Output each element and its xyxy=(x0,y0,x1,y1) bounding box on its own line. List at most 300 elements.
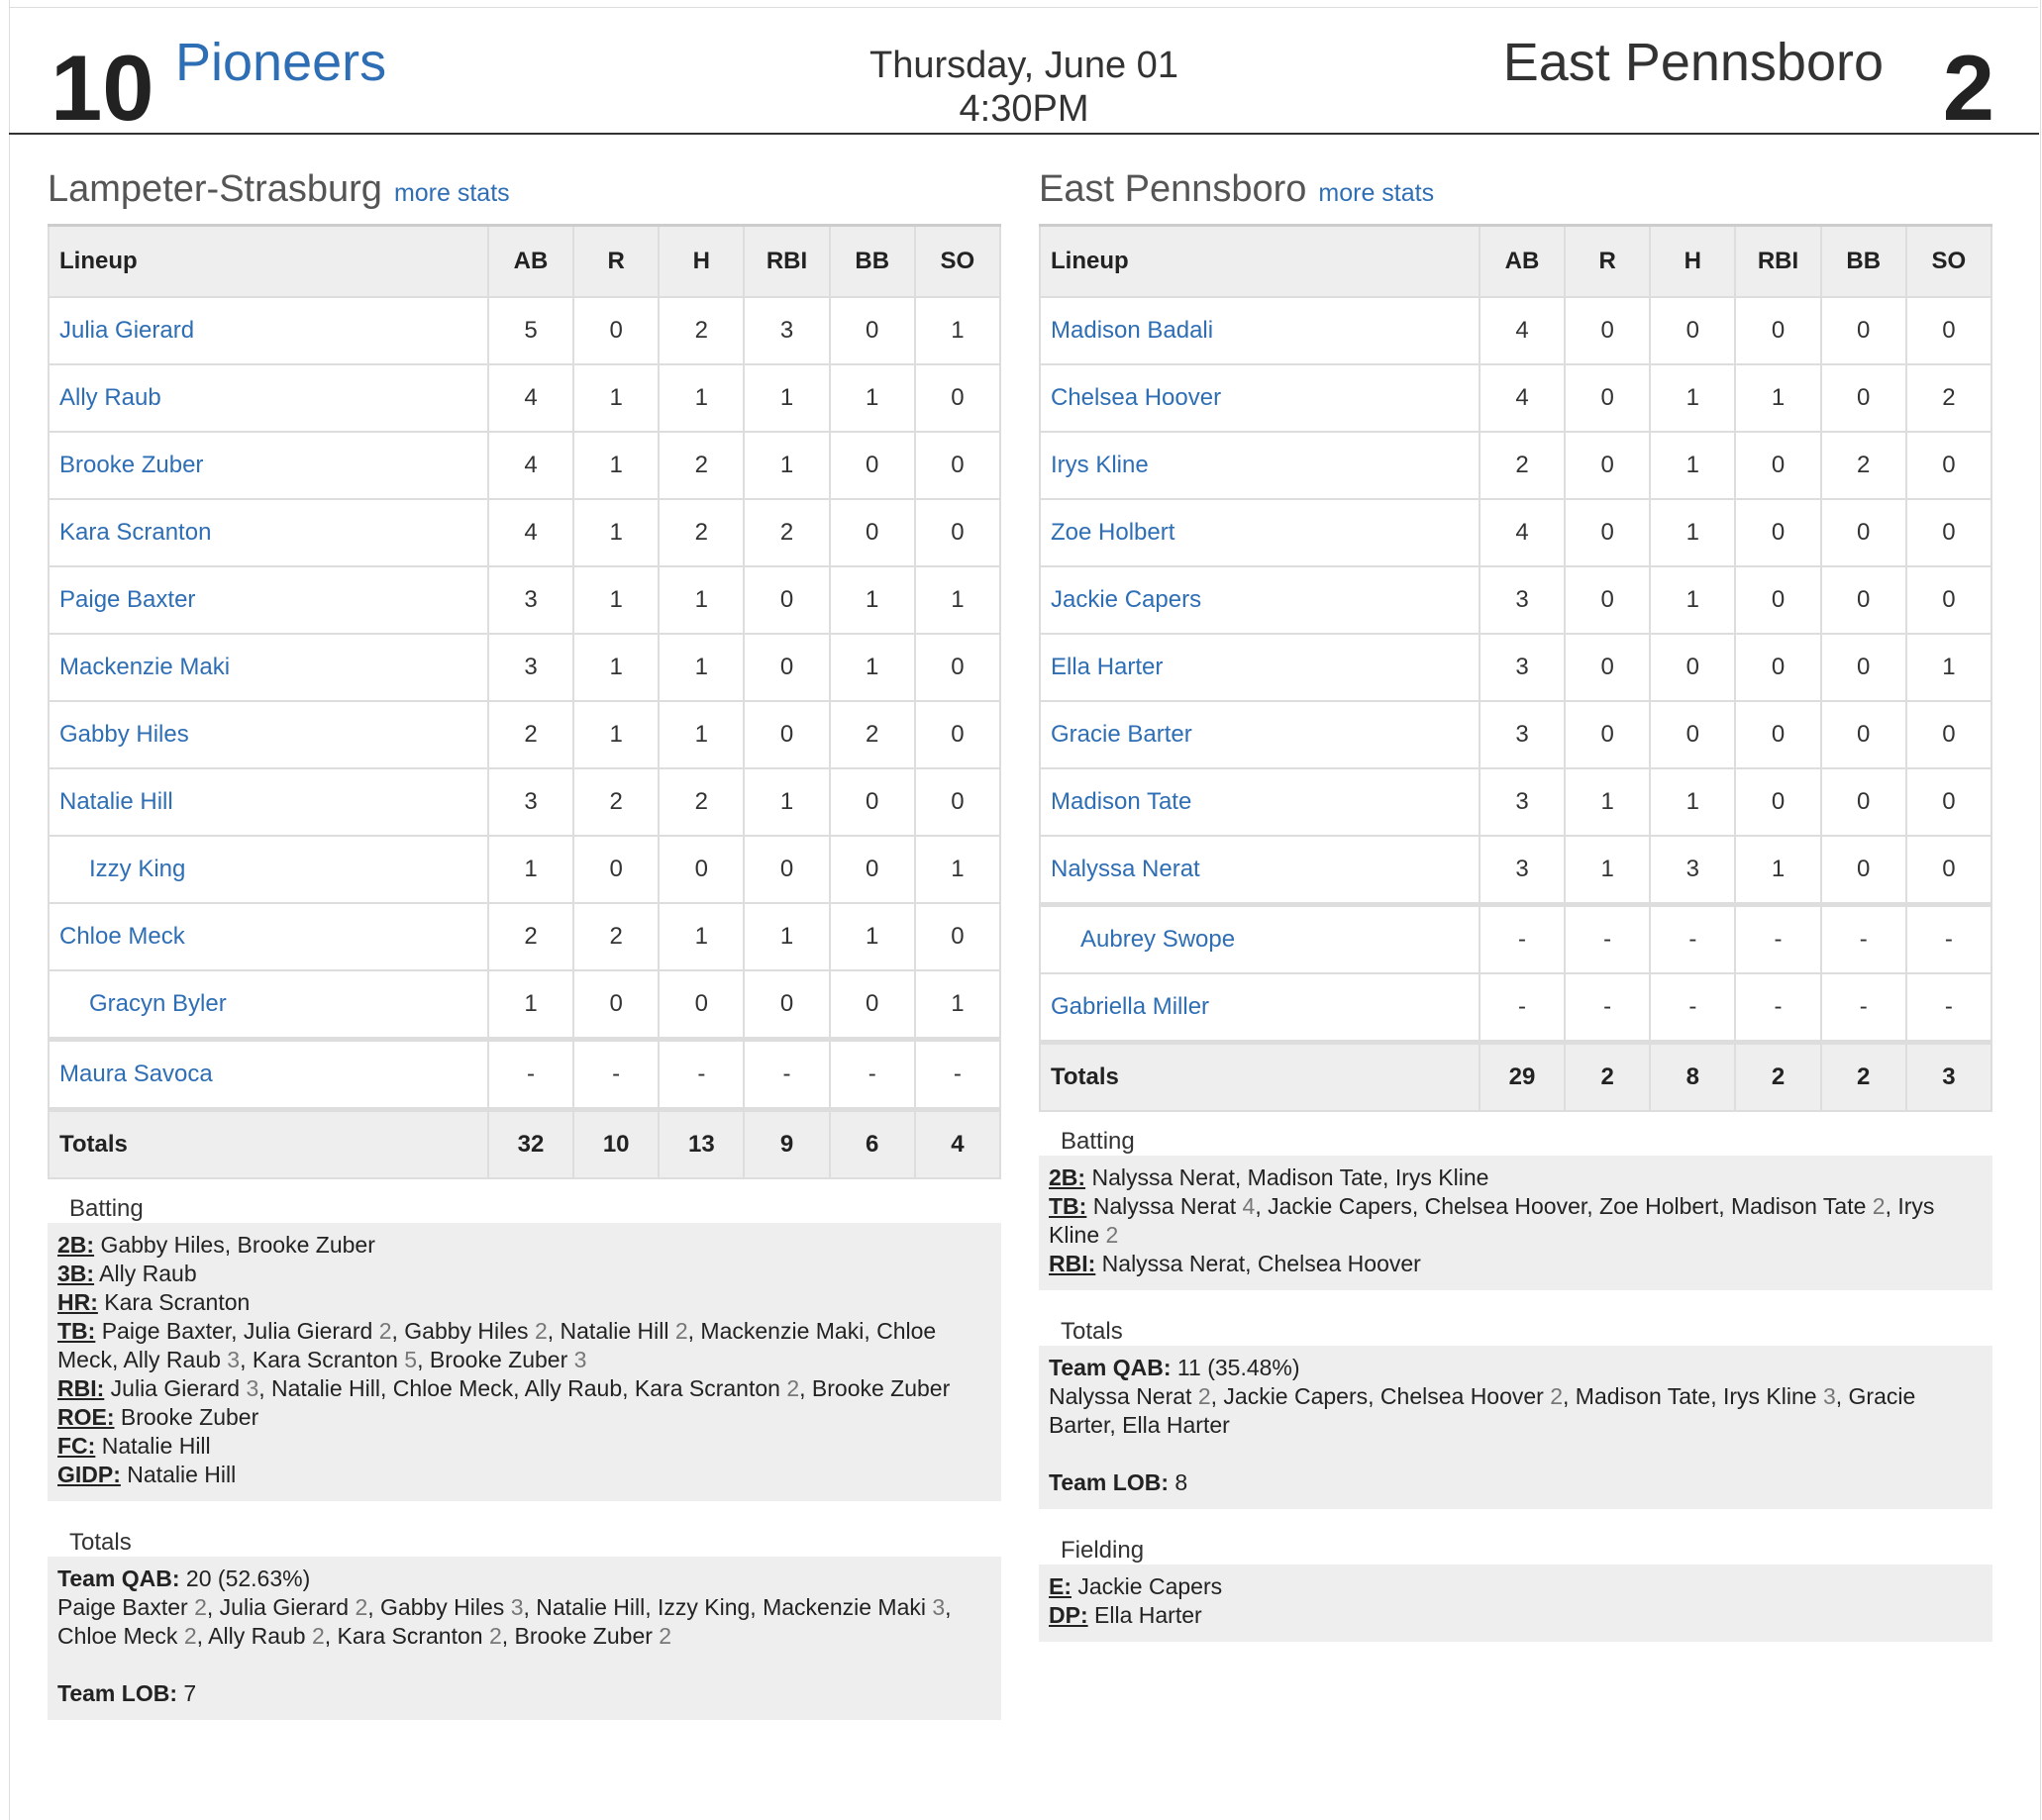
away-totals-body xyxy=(1039,1346,1992,1509)
away-score: 2 xyxy=(1942,36,1994,140)
column-header-bb: BB xyxy=(1821,226,1906,298)
player-link[interactable]: Ella Harter xyxy=(1040,634,1480,701)
stat-abbrev: 2B: xyxy=(1049,1164,1086,1190)
stat-cell-bb: 0 xyxy=(830,768,915,836)
stat-cell-ab: 3 xyxy=(1480,768,1565,836)
total-cell-bb: 2 xyxy=(1821,1043,1906,1112)
team-lob-line xyxy=(57,1679,991,1708)
table-row xyxy=(49,903,1000,970)
stat-cell-ab: 4 xyxy=(488,499,573,566)
column-header-lineup: Lineup xyxy=(1040,226,1480,298)
stat-line-e xyxy=(1049,1572,1983,1601)
away-team-title: East Pennsboro xyxy=(1039,168,1307,210)
team-lob-label: Team LOB: xyxy=(57,1680,177,1706)
stat-cell-h: 1 xyxy=(1650,364,1735,432)
stat-count: 2 xyxy=(194,1594,207,1620)
stat-cell-r: 0 xyxy=(573,297,659,364)
stat-cell-so: 1 xyxy=(915,970,1000,1040)
stat-cell-rbi: 1 xyxy=(744,432,829,499)
stat-text: , Brooke Zuber xyxy=(799,1375,951,1401)
stat-cell-h: 1 xyxy=(659,903,744,970)
stat-cell-ab: - xyxy=(1480,905,1565,974)
player-link[interactable]: Chelsea Hoover xyxy=(1040,364,1480,432)
home-team-title: Lampeter-Strasburg xyxy=(48,168,382,210)
away-fielding-body xyxy=(1039,1565,1992,1642)
stat-cell-bb: - xyxy=(1821,905,1906,974)
stat-cell-ab: 2 xyxy=(1480,432,1565,499)
team-lob-value: 8 xyxy=(1168,1469,1188,1495)
stat-count: 4 xyxy=(1242,1193,1256,1219)
game-date: Thursday, June 01 xyxy=(869,45,1178,86)
stat-text: Brooke Zuber xyxy=(114,1404,259,1430)
stat-cell-so: 0 xyxy=(1906,432,1991,499)
table-row xyxy=(49,364,1000,432)
totals-row xyxy=(1040,1043,1991,1112)
stat-cell-bb: 0 xyxy=(830,432,915,499)
stat-abbrev: TB: xyxy=(57,1318,96,1344)
qab-players xyxy=(1049,1382,1983,1440)
stat-cell-r: 0 xyxy=(1565,701,1650,768)
stat-line-rbi xyxy=(1049,1250,1983,1278)
stat-cell-h: 1 xyxy=(1650,768,1735,836)
away-batting-section xyxy=(1039,1128,1992,1290)
stat-cell-rbi: - xyxy=(1735,973,1820,1043)
totals-label: Totals xyxy=(1040,1043,1480,1112)
stat-cell-r: 2 xyxy=(573,768,659,836)
stat-cell-ab: 3 xyxy=(1480,634,1565,701)
home-score: 10 xyxy=(51,36,154,140)
stat-cell-bb: 0 xyxy=(830,499,915,566)
stat-cell-rbi: 0 xyxy=(744,970,829,1040)
table-header-row xyxy=(1040,226,1991,298)
home-box-score xyxy=(48,168,1001,1720)
stat-cell-so: 0 xyxy=(915,499,1000,566)
stat-cell-h: 1 xyxy=(659,566,744,634)
stat-cell-bb: 0 xyxy=(1821,634,1906,701)
table-row xyxy=(1040,364,1991,432)
stat-count: 3 xyxy=(246,1375,259,1401)
stat-text: , Irys Kline xyxy=(1049,1193,1935,1248)
stat-cell-r: 1 xyxy=(573,566,659,634)
stat-cell-so: 0 xyxy=(1906,768,1991,836)
table-row xyxy=(1040,836,1991,905)
spacer xyxy=(57,1651,991,1679)
total-cell-h: 8 xyxy=(1650,1043,1735,1112)
stat-cell-rbi: 0 xyxy=(1735,432,1820,499)
stat-cell-ab: - xyxy=(488,1040,573,1110)
stat-cell-so: 0 xyxy=(1906,566,1991,634)
table-row xyxy=(49,768,1000,836)
stat-cell-r: 1 xyxy=(573,499,659,566)
stat-cell-ab: 5 xyxy=(488,297,573,364)
totals-row xyxy=(49,1110,1000,1179)
player-link[interactable]: Aubrey Swope xyxy=(1040,905,1480,974)
stat-cell-ab: 4 xyxy=(488,432,573,499)
stat-cell-h: - xyxy=(659,1040,744,1110)
stat-text: , Kara Scranton xyxy=(240,1347,405,1372)
table-row xyxy=(1040,905,1991,974)
stat-cell-so: 0 xyxy=(915,634,1000,701)
stat-line-gidp xyxy=(57,1461,991,1489)
away-fielding-title: Fielding xyxy=(1039,1537,1992,1565)
player-link[interactable]: Nalyssa Nerat xyxy=(1040,836,1480,905)
stat-cell-ab: 3 xyxy=(1480,566,1565,634)
stat-cell-h: - xyxy=(1650,973,1735,1043)
stat-text: , Kara Scranton xyxy=(324,1623,489,1649)
stat-cell-ab: 2 xyxy=(488,701,573,768)
stat-text: , Ally Raub xyxy=(196,1623,312,1649)
away-box-score xyxy=(1039,168,1992,1642)
home-totals-body xyxy=(48,1557,1001,1720)
player-link[interactable]: Gracie Barter xyxy=(1040,701,1480,768)
stat-abbrev: DP: xyxy=(1049,1602,1088,1628)
total-cell-so: 3 xyxy=(1906,1043,1991,1112)
table-row xyxy=(1040,499,1991,566)
total-cell-so: 4 xyxy=(915,1110,1000,1179)
player-link[interactable]: Ally Raub xyxy=(49,364,488,432)
home-more-stats-link[interactable]: more stats xyxy=(393,179,510,207)
away-batting-body xyxy=(1039,1156,1992,1290)
game-header xyxy=(9,8,2039,140)
away-batting-title: Batting xyxy=(1039,1128,1992,1156)
stat-cell-ab: 1 xyxy=(488,970,573,1040)
spacer xyxy=(1049,1440,1983,1468)
stat-text: , Jackie Capers, Chelsea Hoover xyxy=(1210,1383,1551,1409)
home-batting-body xyxy=(48,1223,1001,1501)
stat-cell-rbi: 0 xyxy=(1735,701,1820,768)
stat-count: 5 xyxy=(404,1347,418,1372)
column-header-lineup: Lineup xyxy=(49,226,488,298)
table-row xyxy=(49,566,1000,634)
player-link[interactable]: Natalie Hill xyxy=(49,768,488,836)
stat-text: , Natalie Hill xyxy=(547,1318,675,1344)
stat-line-tb xyxy=(57,1317,991,1374)
stat-text: Julia Gierard xyxy=(104,1375,247,1401)
stat-cell-h: - xyxy=(1650,905,1735,974)
stat-cell-r: 0 xyxy=(1565,566,1650,634)
stat-abbrev: FC: xyxy=(57,1433,96,1459)
stat-cell-so: 0 xyxy=(1906,701,1991,768)
stat-cell-h: 1 xyxy=(659,364,744,432)
player-link[interactable]: Brooke Zuber xyxy=(49,432,488,499)
stat-cell-ab: 3 xyxy=(1480,836,1565,905)
stat-cell-h: 2 xyxy=(659,499,744,566)
stat-cell-bb: 1 xyxy=(830,634,915,701)
table-row xyxy=(49,297,1000,364)
stat-cell-rbi: 0 xyxy=(1735,634,1820,701)
stat-line-tb xyxy=(1049,1192,1983,1250)
stat-cell-h: 1 xyxy=(1650,432,1735,499)
stat-cell-r: 0 xyxy=(573,970,659,1040)
stat-count: 2 xyxy=(183,1623,197,1649)
team-qab-label: Team QAB: xyxy=(57,1566,180,1591)
stat-line-fc xyxy=(57,1432,991,1461)
team-lob-line xyxy=(1049,1468,1983,1497)
away-lineup-table xyxy=(1039,224,1992,1112)
total-cell-r: 2 xyxy=(1565,1043,1650,1112)
stat-cell-bb: 2 xyxy=(1821,432,1906,499)
stat-cell-rbi: 1 xyxy=(1735,836,1820,905)
total-cell-rbi: 9 xyxy=(744,1110,829,1179)
player-link[interactable]: Maura Savoca xyxy=(49,1040,488,1110)
player-link[interactable]: Julia Gierard xyxy=(49,297,488,364)
player-link[interactable]: Gabriella Miller xyxy=(1040,973,1480,1043)
table-row xyxy=(1040,297,1991,364)
table-row xyxy=(1040,432,1991,499)
player-link[interactable]: Paige Baxter xyxy=(49,566,488,634)
stat-cell-so: - xyxy=(915,1040,1000,1110)
stat-cell-so: 0 xyxy=(915,701,1000,768)
player-link[interactable]: Izzy King xyxy=(49,836,488,903)
column-header-so: SO xyxy=(915,226,1000,298)
table-row xyxy=(1040,768,1991,836)
away-more-stats-link[interactable]: more stats xyxy=(1318,179,1435,207)
stat-count: 3 xyxy=(932,1594,946,1620)
stat-text: , Julia Gierard xyxy=(206,1594,356,1620)
stat-cell-ab: 3 xyxy=(488,634,573,701)
stat-cell-h: 0 xyxy=(1650,634,1735,701)
stat-cell-r: 0 xyxy=(1565,499,1650,566)
stat-cell-ab: 4 xyxy=(1480,364,1565,432)
stat-abbrev: RBI: xyxy=(57,1375,105,1401)
home-team-link[interactable]: Pioneers xyxy=(175,33,387,92)
stat-cell-so: 0 xyxy=(915,903,1000,970)
stat-cell-so: 1 xyxy=(915,836,1000,903)
table-row xyxy=(49,499,1000,566)
stat-count: 2 xyxy=(1105,1222,1119,1248)
column-header-h: H xyxy=(1650,226,1735,298)
stat-cell-r: - xyxy=(1565,905,1650,974)
stat-count: 2 xyxy=(1872,1193,1886,1219)
total-cell-r: 10 xyxy=(573,1110,659,1179)
player-link[interactable]: Zoe Holbert xyxy=(1040,499,1480,566)
stat-cell-r: 2 xyxy=(573,903,659,970)
stat-abbrev: TB: xyxy=(1049,1193,1087,1219)
stat-cell-ab: 3 xyxy=(1480,701,1565,768)
table-header-row xyxy=(49,226,1000,298)
stat-count: 2 xyxy=(786,1375,800,1401)
stat-cell-bb: 1 xyxy=(830,364,915,432)
player-link[interactable]: Chloe Meck xyxy=(49,903,488,970)
stat-text: , Mackenzie Maki, Chloe Meck, Ally Raub xyxy=(57,1318,937,1372)
stat-cell-ab: 3 xyxy=(488,566,573,634)
stat-cell-so: 0 xyxy=(915,768,1000,836)
table-row xyxy=(1040,566,1991,634)
stat-text: Ella Harter xyxy=(1087,1602,1202,1628)
stat-text: Nalyssa Nerat, Chelsea Hoover xyxy=(1095,1251,1421,1276)
stat-cell-bb: - xyxy=(830,1040,915,1110)
stat-cell-so: 0 xyxy=(1906,297,1991,364)
stat-cell-r: 1 xyxy=(1565,768,1650,836)
team-qab-value: 20 (52.63%) xyxy=(179,1566,311,1591)
team-qab-line xyxy=(1049,1354,1983,1382)
stat-cell-bb: 2 xyxy=(830,701,915,768)
column-header-rbi: RBI xyxy=(744,226,829,298)
home-totals-title: Totals xyxy=(48,1529,1001,1557)
stat-cell-r: 1 xyxy=(573,364,659,432)
stat-cell-ab: 4 xyxy=(1480,499,1565,566)
stat-count: 3 xyxy=(573,1347,587,1372)
player-link[interactable]: Irys Kline xyxy=(1040,432,1480,499)
stat-count: 2 xyxy=(311,1623,325,1649)
stat-cell-rbi: 1 xyxy=(744,768,829,836)
stat-cell-rbi: 1 xyxy=(744,903,829,970)
stat-cell-h: 0 xyxy=(659,836,744,903)
stat-cell-rbi: 3 xyxy=(744,297,829,364)
stat-count: 2 xyxy=(355,1594,368,1620)
stat-text: Natalie Hill xyxy=(120,1462,237,1487)
player-link[interactable]: Jackie Capers xyxy=(1040,566,1480,634)
stat-cell-so: 2 xyxy=(1906,364,1991,432)
stat-cell-r: 1 xyxy=(573,701,659,768)
stat-text: , Madison Tate, Irys Kline xyxy=(1563,1383,1823,1409)
stat-text: Jackie Capers xyxy=(1072,1573,1223,1599)
stat-cell-so: - xyxy=(1906,905,1991,974)
stat-cell-h: 1 xyxy=(659,701,744,768)
stat-cell-r: 0 xyxy=(1565,297,1650,364)
stat-text: , Chloe Meck xyxy=(57,1594,952,1649)
stat-cell-r: 0 xyxy=(1565,634,1650,701)
stat-count: 3 xyxy=(1822,1383,1836,1409)
stat-cell-ab: 1 xyxy=(488,836,573,903)
stat-cell-bb: 0 xyxy=(1821,836,1906,905)
stat-cell-so: 0 xyxy=(915,432,1000,499)
player-link[interactable]: Kara Scranton xyxy=(49,499,488,566)
stat-text: Nalyssa Nerat xyxy=(1049,1383,1198,1409)
stat-cell-bb: 0 xyxy=(830,970,915,1040)
stat-text: , Natalie Hill, Chloe Meck, Ally Raub, Kara Scranton xyxy=(258,1375,787,1401)
player-link[interactable]: Gracyn Byler xyxy=(49,970,488,1040)
stat-cell-rbi: 2 xyxy=(744,499,829,566)
stat-text: , Natalie Hill, Izzy King, Mackenzie Maki xyxy=(523,1594,933,1620)
stat-cell-r: 1 xyxy=(1565,836,1650,905)
stat-cell-r: 1 xyxy=(573,634,659,701)
stat-abbrev: 2B: xyxy=(57,1232,95,1258)
stat-cell-h: 2 xyxy=(659,432,744,499)
stat-abbrev: HR: xyxy=(57,1289,98,1315)
stat-cell-rbi: 0 xyxy=(1735,499,1820,566)
stat-cell-bb: 0 xyxy=(1821,768,1906,836)
stat-cell-r: 1 xyxy=(573,432,659,499)
table-row xyxy=(1040,701,1991,768)
stat-cell-r: - xyxy=(573,1040,659,1110)
home-batting-section xyxy=(48,1195,1001,1501)
column-header-r: R xyxy=(1565,226,1650,298)
table-row xyxy=(1040,973,1991,1043)
stat-cell-bb: 0 xyxy=(1821,364,1906,432)
stat-abbrev: GIDP: xyxy=(57,1462,121,1487)
stat-cell-rbi: 0 xyxy=(1735,566,1820,634)
team-qab-value: 11 (35.48%) xyxy=(1171,1355,1300,1380)
player-link[interactable]: Mackenzie Maki xyxy=(49,634,488,701)
stat-cell-r: 0 xyxy=(573,836,659,903)
stat-line-rbi xyxy=(57,1374,991,1403)
stat-cell-r: - xyxy=(1565,973,1650,1043)
stat-cell-h: 0 xyxy=(1650,701,1735,768)
stat-cell-so: 0 xyxy=(1906,499,1991,566)
table-row xyxy=(49,970,1000,1040)
player-link[interactable]: Madison Badali xyxy=(1040,297,1480,364)
stat-cell-so: 1 xyxy=(915,566,1000,634)
home-panel-title xyxy=(48,168,1001,224)
stat-abbrev: 3B: xyxy=(57,1261,95,1286)
stat-cell-bb: 0 xyxy=(1821,701,1906,768)
stat-line-hr xyxy=(57,1288,991,1317)
stat-cell-rbi: 0 xyxy=(1735,297,1820,364)
stat-cell-h: 3 xyxy=(1650,836,1735,905)
stat-cell-rbi: 0 xyxy=(744,836,829,903)
team-qab-label: Team QAB: xyxy=(1049,1355,1172,1380)
stat-cell-bb: 1 xyxy=(830,903,915,970)
table-row xyxy=(1040,634,1991,701)
home-batting-title: Batting xyxy=(48,1195,1001,1223)
stat-cell-ab: 4 xyxy=(488,364,573,432)
column-header-rbi: RBI xyxy=(1735,226,1820,298)
stat-cell-bb: 1 xyxy=(830,566,915,634)
home-totals-section xyxy=(48,1529,1001,1720)
stat-count: 2 xyxy=(378,1318,392,1344)
stat-cell-rbi: - xyxy=(1735,905,1820,974)
stat-text: , Gracie Barter, Ella Harter xyxy=(1049,1383,1916,1438)
stat-text: , Jackie Capers, Chelsea Hoover, Zoe Holbert, Madison Tate xyxy=(1255,1193,1873,1219)
stat-cell-so: 1 xyxy=(915,297,1000,364)
stat-abbrev: E: xyxy=(1049,1573,1072,1599)
total-cell-ab: 32 xyxy=(488,1110,573,1179)
away-totals-title: Totals xyxy=(1039,1318,1992,1346)
stat-text: Ally Raub xyxy=(94,1261,197,1286)
stat-cell-h: 1 xyxy=(1650,499,1735,566)
stat-cell-h: 0 xyxy=(659,970,744,1040)
table-row xyxy=(49,634,1000,701)
away-panel-title xyxy=(1039,168,1992,224)
stat-cell-bb: - xyxy=(1821,973,1906,1043)
stat-line-dp xyxy=(1049,1601,1983,1630)
stat-text: Natalie Hill xyxy=(95,1433,211,1459)
table-row xyxy=(49,1040,1000,1110)
stat-cell-r: 0 xyxy=(1565,432,1650,499)
stat-cell-bb: 0 xyxy=(830,836,915,903)
player-link[interactable]: Gabby Hiles xyxy=(49,701,488,768)
stat-count: 2 xyxy=(1550,1383,1564,1409)
player-link[interactable]: Madison Tate xyxy=(1040,768,1480,836)
stat-cell-ab: 4 xyxy=(1480,297,1565,364)
table-row xyxy=(49,701,1000,768)
total-cell-bb: 6 xyxy=(830,1110,915,1179)
stat-count: 2 xyxy=(1197,1383,1211,1409)
stat-cell-so: 0 xyxy=(1906,836,1991,905)
game-time: 4:30PM xyxy=(959,88,1089,130)
stat-cell-ab: 3 xyxy=(488,768,573,836)
stat-count: 2 xyxy=(488,1623,502,1649)
away-totals-section xyxy=(1039,1318,1992,1509)
stat-line-roe xyxy=(57,1403,991,1432)
column-header-ab: AB xyxy=(488,226,573,298)
stat-cell-rbi: - xyxy=(744,1040,829,1110)
stat-cell-h: 0 xyxy=(1650,297,1735,364)
column-header-h: H xyxy=(659,226,744,298)
total-cell-h: 13 xyxy=(659,1110,744,1179)
stat-cell-ab: - xyxy=(1480,973,1565,1043)
stat-cell-r: 0 xyxy=(1565,364,1650,432)
stat-text: , Brooke Zuber xyxy=(417,1347,574,1372)
stat-text: Paige Baxter, Julia Gierard xyxy=(95,1318,379,1344)
total-cell-rbi: 2 xyxy=(1735,1043,1820,1112)
stat-cell-rbi: 1 xyxy=(744,364,829,432)
stat-cell-rbi: 0 xyxy=(744,701,829,768)
stat-cell-bb: 0 xyxy=(830,297,915,364)
stat-cell-so: 1 xyxy=(1906,634,1991,701)
stat-cell-bb: 0 xyxy=(1821,499,1906,566)
